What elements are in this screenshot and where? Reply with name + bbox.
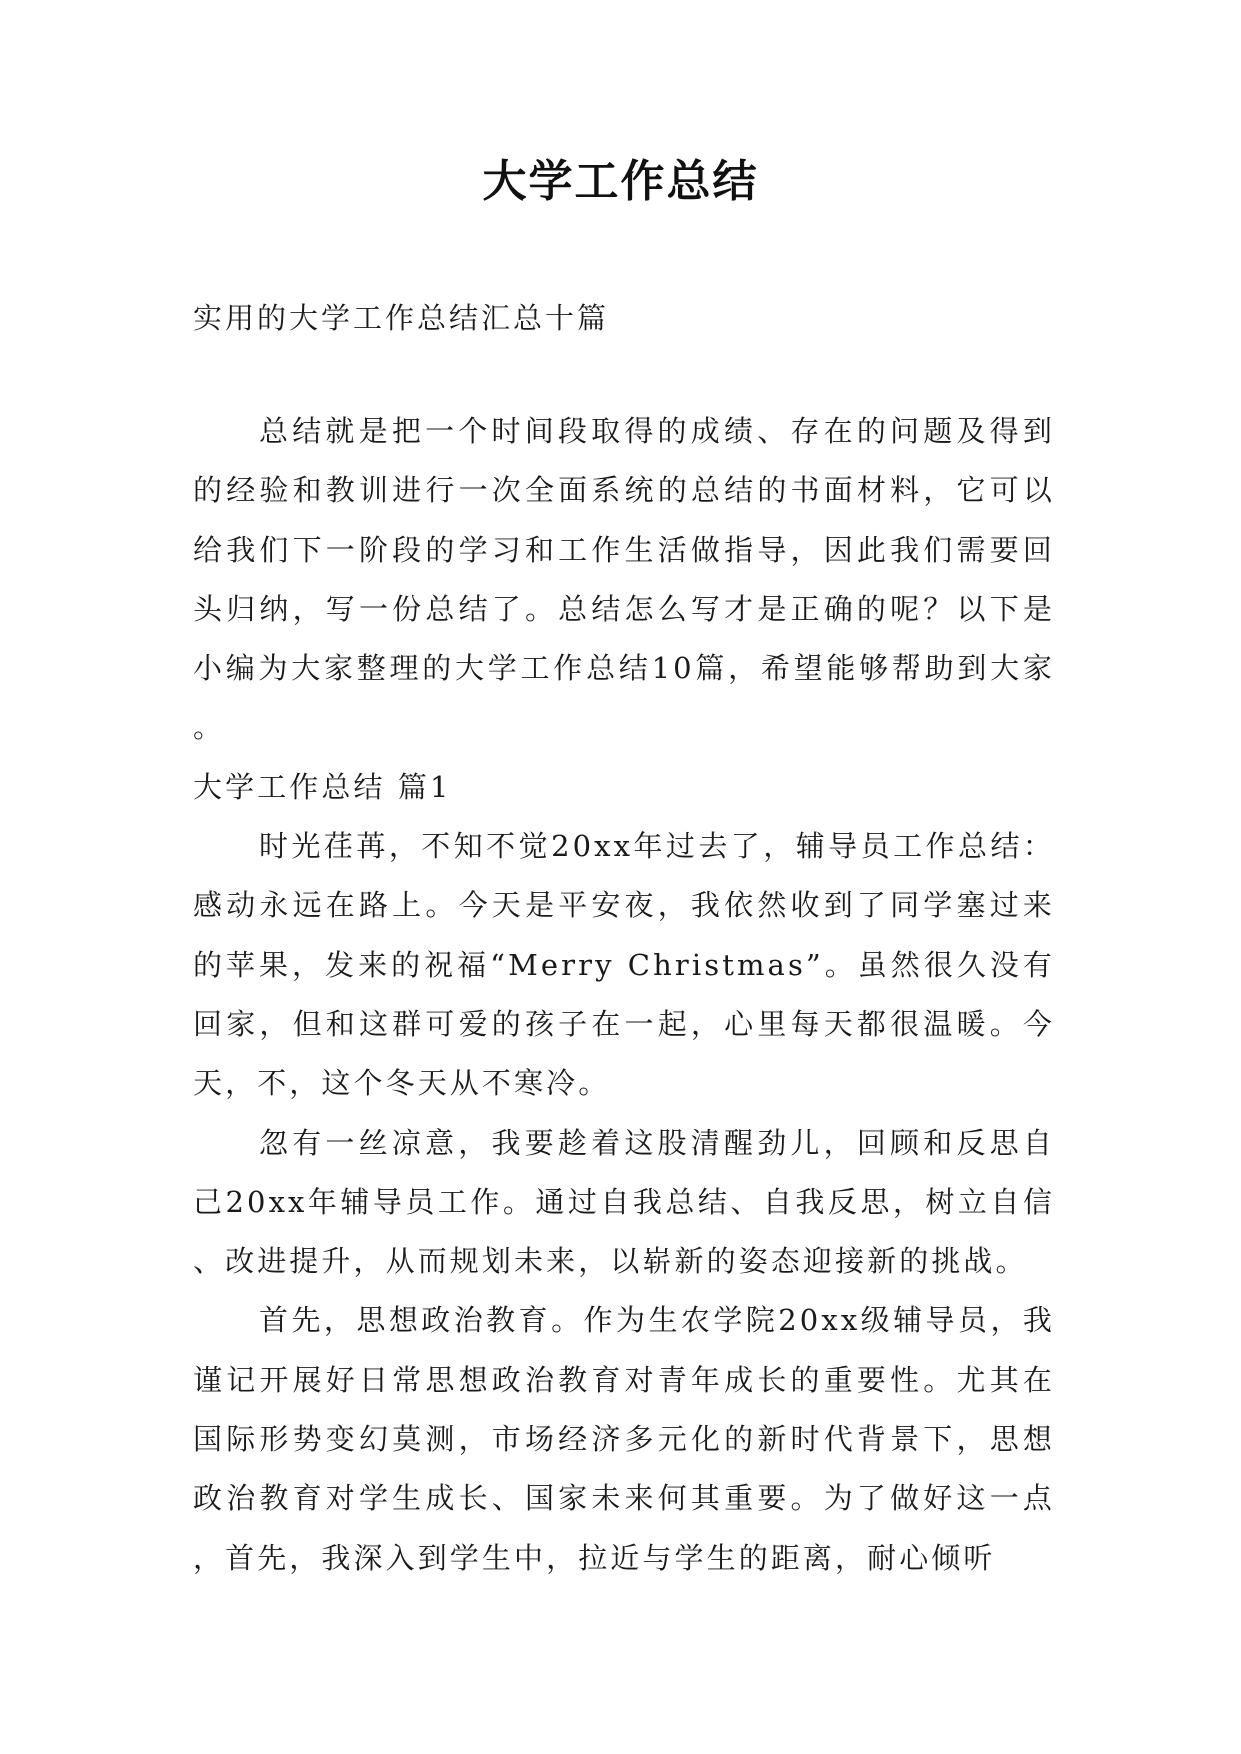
document-body bbox=[193, 402, 1055, 1588]
section-heading: 大学工作总结 篇1 bbox=[193, 769, 452, 804]
document-subtitle: 实用的大学工作总结汇总十篇 bbox=[193, 301, 610, 335]
body-paragraph: 时光荏苒，不知不觉20xx年过去了，辅导员工作总结：感动永远在路上。今天是平安夜，我依然收到了同学塞过来的苹果，发来的祝福“Merry Christmas”。虽然很久没有回家，但和这群可爱的孩子在一起，心里每天都很温暖。今天，不，这个冬天从不寒冷。 bbox=[193, 829, 1055, 1101]
body-paragraph: 首先，思想政治教育。作为生农学院20xx级辅导员，我谨记开展好日常思想政治教育对青年成长的重要性。尤其在国际形势变幻莫测，市场经济多元化的新时代背景下，思想政治教育对学生成长、国家未来何其重要。为了做好这一点，首先，我深入到学生中，拉近与学生的距离，耐心倾听 bbox=[193, 1303, 1055, 1575]
document-title: 大学工作总结 bbox=[482, 156, 759, 207]
intro-paragraph: 总结就是把一个时间段取得的成绩、存在的问题及得到的经验和教训进行一次全面系统的总结的书面材料，它可以给我们下一阶段的学习和工作生活做指导，因此我们需要回头归纳，写一份总结了。总结怎么写才是正确的呢？以下是小编为大家整理的大学工作总结10篇，希望能够帮助到大家。 bbox=[193, 414, 1055, 745]
body-paragraph: 忽有一丝凉意，我要趁着这股清醒劲儿，回顾和反思自己20xx年辅导员工作。通过自我总结、自我反思，树立自信、改进提升，从而规划未来，以崭新的姿态迎接新的挑战。 bbox=[193, 1125, 1055, 1279]
